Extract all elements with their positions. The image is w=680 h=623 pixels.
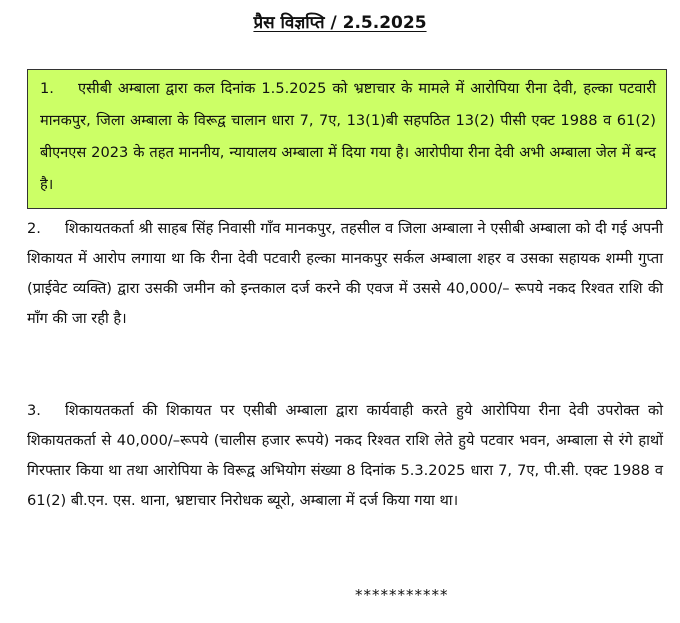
paragraph-1-text: एसीबी अम्बाला द्वारा कल दिनांक 1.5.2025 को भ्रष्टाचार के मामले में आरोपिया रीना देवी, हल्का पटवारी मानकपुर, जिला अम्बाला के विरूद्व चालान धारा 7, 7ए, 13(1)बी सहपठित 13(2) पीसी एक्ट 1988 व 61(2) बीएनएस 2023 के तहत माननीय, न्यायालय अम्बाला में दिया गया है। आरोपीया रीना देवी अभी अम्बाला जेल में बन्द है। (40, 80, 656, 193)
page-title (0, 10, 680, 33)
paragraph-2-number: 2. (27, 220, 41, 237)
paragraph-2-text: शिकायतकर्ता श्री साहब सिंह निवासी गाँव मानकपुर, तहसील व जिला अम्बाला ने एसीबी अम्बाला को दी गई अपनी शिकायत में आरोप लगाया था कि रीना देवी पटवारी हल्का मानकपुर सर्कल अम्बाला शहर व उसका सहायक शम्मी गुप्ता (प्राईवेट व्यक्ति) द्वारा उसकी जमीन को इन्तकाल दर्ज करने की एवज में उससे 40,000/– रूपये नकद रिश्वत राशि की माँग की जा रही है। (27, 220, 663, 327)
paragraph-3-number: 3. (27, 402, 41, 419)
title-text: प्रैस विज्ञप्ति / 2.5.2025 (253, 13, 427, 33)
footer-stars: *********** (355, 586, 449, 604)
paragraph-2 (27, 214, 663, 334)
paragraph-3-text: शिकायतकर्ता की शिकायत पर एसीबी अम्बाला द्वारा कार्यवाही करते हुये आरोपिया रीना देवी उपरोक्त को शिकायतकर्ता से 40,000/–रूपये (चालीस हजार रूपये) नकद रिश्वत राशि लेते हुये पटवार भवन, अम्बाला से रंगे हाथों गिरफ्तार किया था तथा आरोपिया के विरूद्व अभियोग संख्या 8 दिनांक 5.3.2025 धारा 7, 7ए, पी.सी. एक्ट 1988 व 61(2) बी.एन. एस. थाना, भ्रष्टाचार निरोधक ब्यूरो, अम्बाला में दर्ज किया गया था। (27, 402, 663, 509)
paragraph-3 (27, 396, 663, 516)
paragraph-1-number: 1. (40, 80, 54, 97)
paragraph-1 (40, 73, 656, 201)
